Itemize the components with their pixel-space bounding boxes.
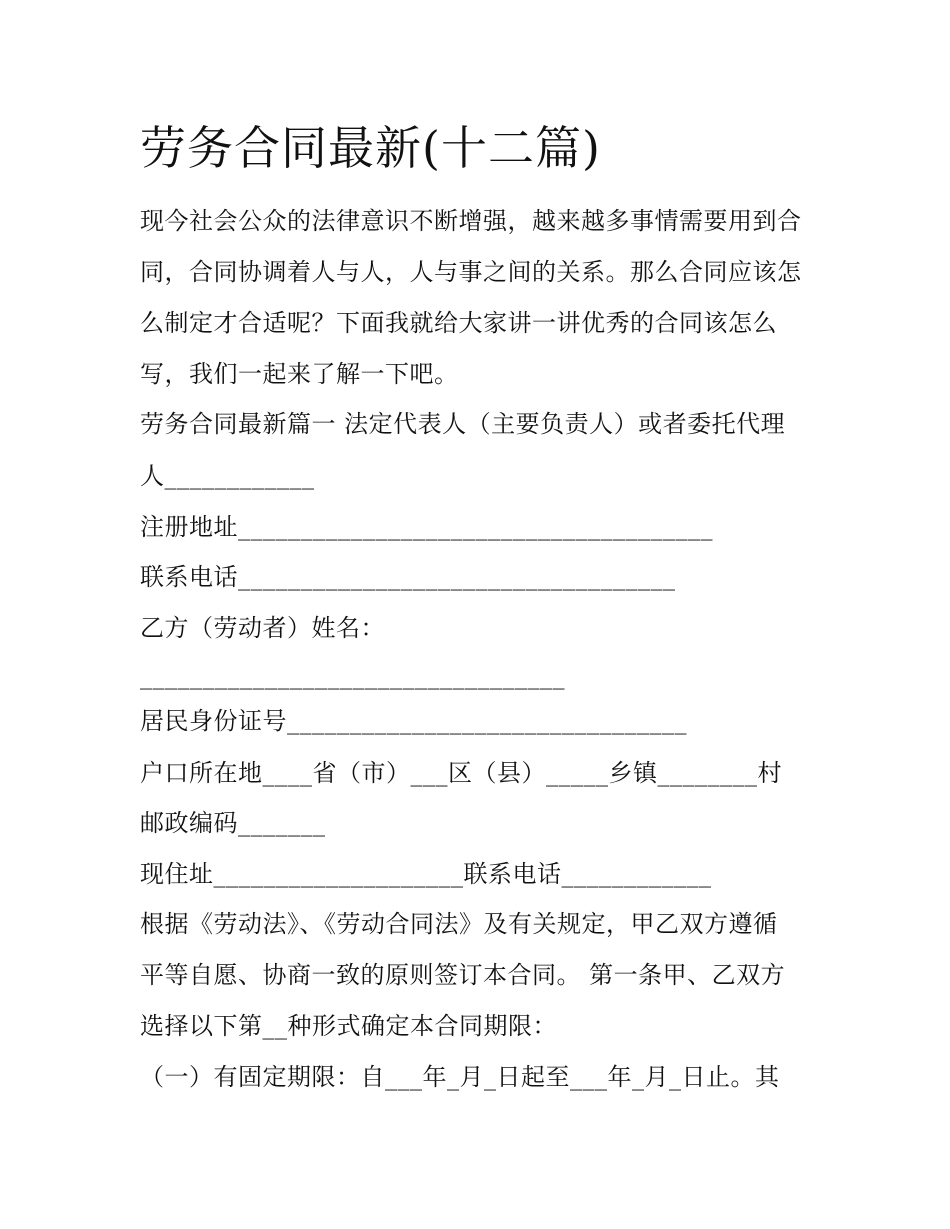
body-line: 根据《劳动法》、《劳动合同法》及有关规定，甲乙双方遵循 [140,910,778,938]
body-line: 人____________ [140,462,315,490]
body-line: 现住址____________________联系电话____________ [140,860,712,888]
body-line: 居民身份证号________________________________ [140,707,687,735]
body-line: 户口所在地____省（市）___区（县）_____乡镇________村 [140,759,782,787]
body-line: 劳务合同最新篇一 法定代表人（主要负责人）或者委托代理 [140,410,786,438]
document-title: 劳务合同最新(十二篇) [140,121,601,175]
body-line: 写，我们一起来了解一下吧。 [140,360,459,388]
body-line: 平等自愿、协商一致的原则签订本合同。 第一条甲、乙双方 [140,961,786,989]
body-line: 选择以下第__种形式确定本合同期限： [140,1012,557,1040]
body-line: 邮政编码_______ [140,809,326,837]
body-line: （一）有固定期限：自___年_月_日起至___年_月_日止。其 [140,1063,780,1091]
body-line: 现今社会公众的法律意识不断增强，越来越多事情需要用到合 [140,207,802,235]
body-line: 乙方（劳动者）姓名： [140,614,385,642]
body-line: 注册地址______________________________________ [140,513,713,541]
body-line: 么制定才合适呢？下面我就给大家讲一讲优秀的合同该怎么 [140,309,777,337]
body-line: __________________________________ [140,662,565,690]
body-line: 联系电话___________________________________ [140,563,676,591]
body-line: 同，合同协调着人与人，人与事之间的关系。那么合同应该怎 [140,258,802,286]
